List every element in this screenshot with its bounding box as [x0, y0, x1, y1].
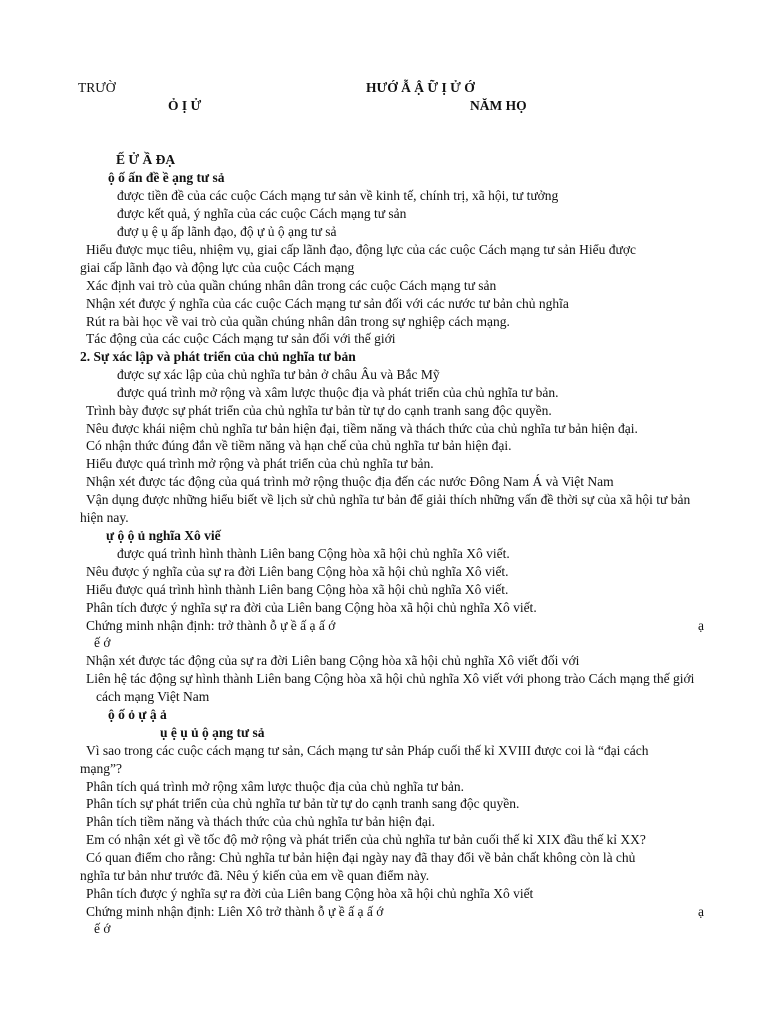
list-item: được quá trình mở rộng và xâm lược thuộc địa và phát triển của chủ nghĩa tư bản. — [117, 385, 559, 400]
list-item: Hiểu được quá trình mở rộng và phát triển của chủ nghĩa tư bản. — [86, 456, 434, 471]
list-item: mạng”? — [80, 761, 122, 776]
list-item: Có nhận thức đúng đắn về tiềm năng và hạn chế của chủ nghĩa tư bản hiện đại. — [86, 438, 512, 453]
list-item: Phân tích tiềm năng và thách thức của chủ nghĩa tư bản hiện đại. — [86, 814, 436, 829]
list-item: được quá trình hình thành Liên bang Cộng hòa xã hội chủ nghĩa Xô viết. — [117, 546, 510, 561]
list-item: Rút ra bài học về vai trò của quần chúng nhân dân trong sự nghiệp cách mạng. — [86, 314, 510, 329]
list-item: Em có nhận xét gì về tốc độ mở rộng và phát triển của chủ nghĩa tư bản cuối thế kỉ XIX đầu thế kỉ XX? — [86, 832, 646, 847]
list-item: cách mạng Việt Nam — [96, 689, 210, 704]
list-item: ế ớ — [94, 635, 111, 650]
list-item: Vì sao trong các cuộc cách mạng tư sản, Cách mạng tư sản Pháp cuối thế kỉ XVIII được coi là “đại cách — [86, 743, 649, 758]
list-item: Nêu được ý nghĩa của sự ra đời Liên bang Cộng hòa xã hội chủ nghĩa Xô viết. — [86, 564, 509, 579]
topic-heading: ộ ố ỏ ự ậ ả — [108, 707, 167, 722]
list-item: Hiểu được mục tiêu, nhiệm vụ, giai cấp lãnh đạo, động lực của các cuộc Cách mạng tư sản Hiểu được — [86, 242, 636, 257]
topic-heading: ự ộ ộ ủ nghĩa Xô viế — [106, 528, 221, 543]
list-item: Trình bày được sự phát triển của chủ nghĩa tư bản từ tự do cạnh tranh sang độc quyền. — [86, 403, 552, 418]
list-item: Phân tích được ý nghĩa sự ra đời của Liên bang Cộng hòa xã hội chủ nghĩa Xô viết. — [86, 600, 537, 615]
list-item: đượ ụ ệ ụ ấp lãnh đạo, độ ự ủ ộ ạng tư sả — [117, 224, 337, 239]
list-item: Vận dụng được những hiểu biết về lịch sử chủ nghĩa tư bản để giải thích những vấn đề thời sự của xã hội tư bản — [86, 492, 691, 507]
section-heading: Ế Ử Ầ ĐẠ — [116, 152, 176, 167]
topic-heading: ộ ố ấn đề ề ạng tư sả — [108, 170, 225, 185]
document-title: HƯỚ Ẫ Ậ Ữ Ị Ử Ớ — [366, 80, 475, 95]
list-item: ế ớ — [94, 921, 111, 936]
list-item: được kết quả, ý nghĩa của các cuộc Cách mạng tư sản — [117, 206, 407, 221]
list-item: Nhận xét được tác động của sự ra đời Liên bang Cộng hòa xã hội chủ nghĩa Xô viết đối với — [86, 653, 580, 668]
document-subtitle: Ỏ Ị Ử — [168, 98, 202, 113]
list-item: Liên hệ tác động sự hình thành Liên bang Cộng hòa xã hội chủ nghĩa Xô viết với phong trào Cách mạng thế giới — [86, 671, 695, 686]
topic-heading: 2. Sự xác lập và phát triển của chủ nghĩa tư bản — [80, 349, 356, 364]
list-item: giai cấp lãnh đạo và động lực của cuộc Cách mạng — [80, 260, 355, 275]
list-item: hiện nay. — [80, 510, 129, 525]
list-item: Nhận xét được ý nghĩa của các cuộc Cách mạng tư sản đối với các nước tư bản chủ nghĩa — [86, 296, 569, 311]
list-item: được sự xác lập của chủ nghĩa tư bản ở châu Âu và Bắc Mỹ — [117, 367, 440, 382]
list-item: Nhận xét được tác động của quá trình mở rộng thuộc địa đến các nước Đông Nam Á và Việt Nam — [86, 474, 614, 489]
school-year: NĂM HỌ — [470, 98, 527, 113]
list-item: Tác động của các cuộc Cách mạng tư sản đối với thế giới — [86, 331, 396, 346]
list-item: Hiểu được quá trình hình thành Liên bang Cộng hòa xã hội chủ nghĩa Xô viết. — [86, 582, 509, 597]
list-item: nghĩa tư bản như trước đã. Nêu ý kiến của em về quan điểm này. — [80, 868, 430, 883]
list-item: Xác định vai trò của quần chúng nhân dân trong các cuộc Cách mạng tư sản — [86, 278, 497, 293]
list-item: Phân tích được ý nghĩa sự ra đời của Liên bang Cộng hòa xã hội chủ nghĩa Xô viết — [86, 886, 534, 901]
list-item: được tiền đề của các cuộc Cách mạng tư sản về kinh tế, chính trị, xã hội, tư tưởng — [117, 188, 559, 203]
trailing-fragment: ạ — [698, 904, 704, 919]
list-item: Nêu được khái niệm chủ nghĩa tư bản hiện đại, tiềm năng và thách thức của chủ nghĩa tư bản hiện đại. — [86, 421, 638, 436]
topic-subheading: ụ ệ ụ ủ ộ ạng tư sả — [160, 725, 265, 740]
list-item: Chứng minh nhận định: trở thành ỗ ự ề ấ ạ ấ ớ — [86, 618, 336, 633]
list-item: Chứng minh nhận định: Liên Xô trở thành ỗ ự ề ấ ạ ấ ớ — [86, 904, 384, 919]
school-name: TRƯỜ — [78, 80, 116, 95]
list-item: Có quan điểm cho rằng: Chủ nghĩa tư bản hiện đại ngày nay đã thay đổi về bản chất không còn là chủ — [86, 850, 636, 865]
trailing-fragment: ạ — [698, 618, 704, 633]
list-item: Phân tích sự phát triển của chủ nghĩa tư bản từ tự do cạnh tranh sang độc quyền. — [86, 796, 520, 811]
list-item: Phân tích quá trình mở rộng xâm lược thuộc địa của chủ nghĩa tư bản. — [86, 779, 464, 794]
